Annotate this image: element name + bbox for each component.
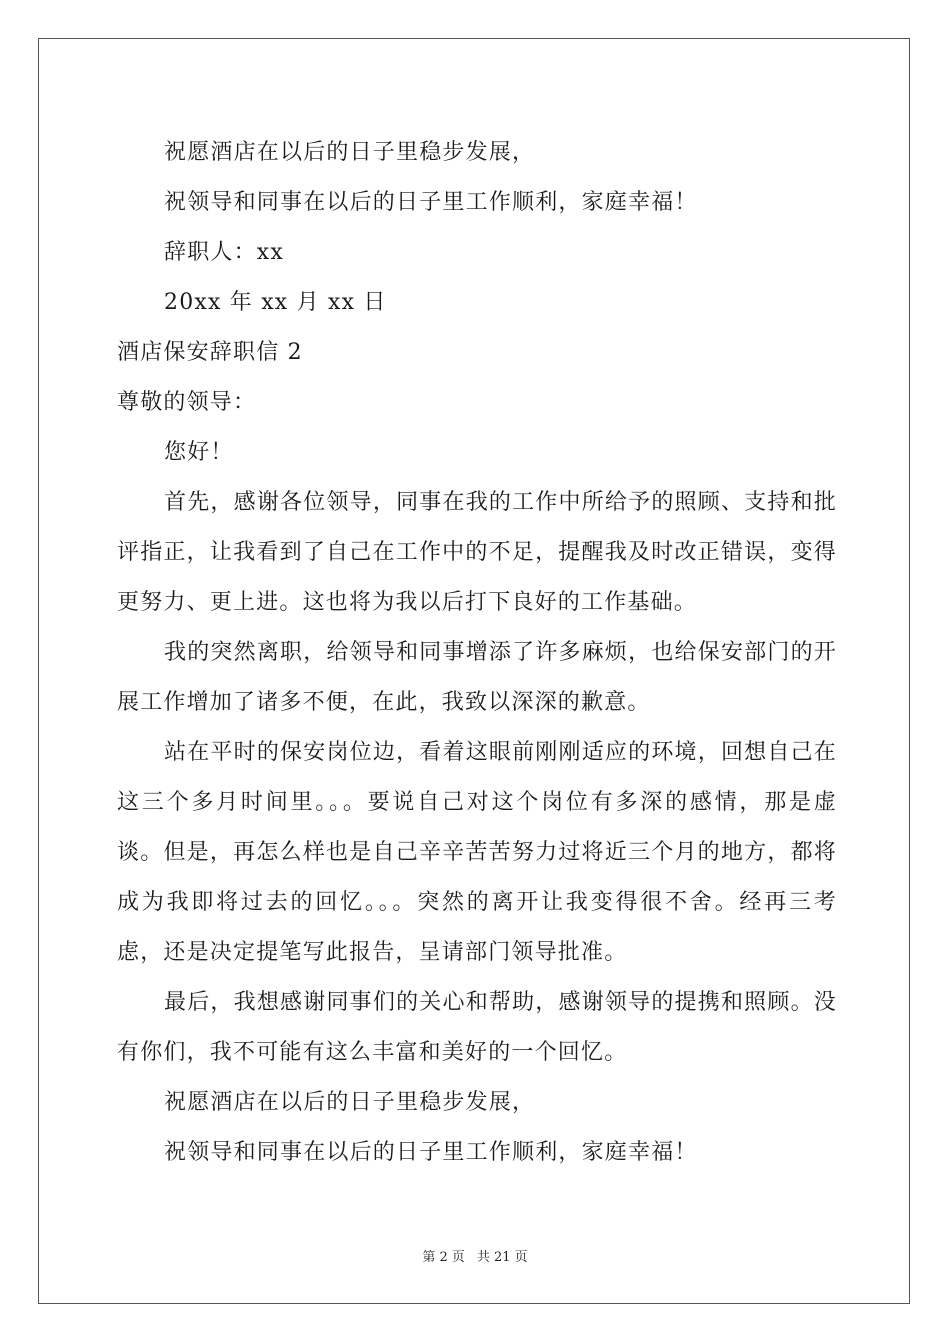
- paragraph-final-thanks: 最后，我想感谢同事们的关心和帮助，感谢领导的提携和照顾。没有你们，我不可能有这么丰富和美好的一个回忆。: [117, 990, 837, 1065]
- paragraph-wish-hotel: 祝愿酒店在以后的日子里稳步发展，: [164, 140, 536, 165]
- date-line: 20xx 年 xx 月 xx 日: [164, 290, 387, 315]
- signature-line: 辞职人：xx: [164, 240, 285, 265]
- page-total: 共 21 页: [476, 1250, 528, 1265]
- page-footer: [0, 1246, 950, 1265]
- document-body: [117, 128, 837, 1178]
- paragraph-apology: 我的突然离职，给领导和同事增添了许多麻烦，也给保安部门的开展工作增加了诸多不便，在此，我致以深深的歉意。: [117, 640, 837, 715]
- paragraph-wish-colleagues-2: 祝领导和同事在以后的日子里工作顺利，家庭幸福！: [164, 1140, 698, 1165]
- paragraph-wish-colleagues: 祝领导和同事在以后的日子里工作顺利，家庭幸福！: [164, 190, 698, 215]
- paragraph-thanks: 首先，感谢各位领导，同事在我的工作中所给予的照顾、支持和批评指正，让我看到了自己在工作中的不足，提醒我及时改正错误，变得更努力、更上进。这也将为我以后打下良好的工作基础。: [117, 490, 837, 615]
- paragraph-reflection: 站在平时的保安岗位边，看着这眼前刚刚适应的环境，回想自己在这三个多月时间里。。。要说自己对这个岗位有多深的感情，那是虚谈。但是，再怎么样也是自己辛辛苦苦努力过将近三个月的地方，都将成为我即将过去的回忆。。。突然的离开让我变得很不舍。经再三考虑，还是决定提笔写此报告，呈请部门领导批准。: [117, 740, 837, 965]
- page-number: 第 2 页: [422, 1250, 465, 1265]
- paragraph-wish-hotel-2: 祝愿酒店在以后的日子里稳步发展，: [164, 1090, 536, 1115]
- greeting: 您好！: [164, 440, 234, 465]
- salutation: 尊敬的领导：: [117, 390, 257, 415]
- section-title: 酒店保安辞职信 2: [117, 340, 303, 365]
